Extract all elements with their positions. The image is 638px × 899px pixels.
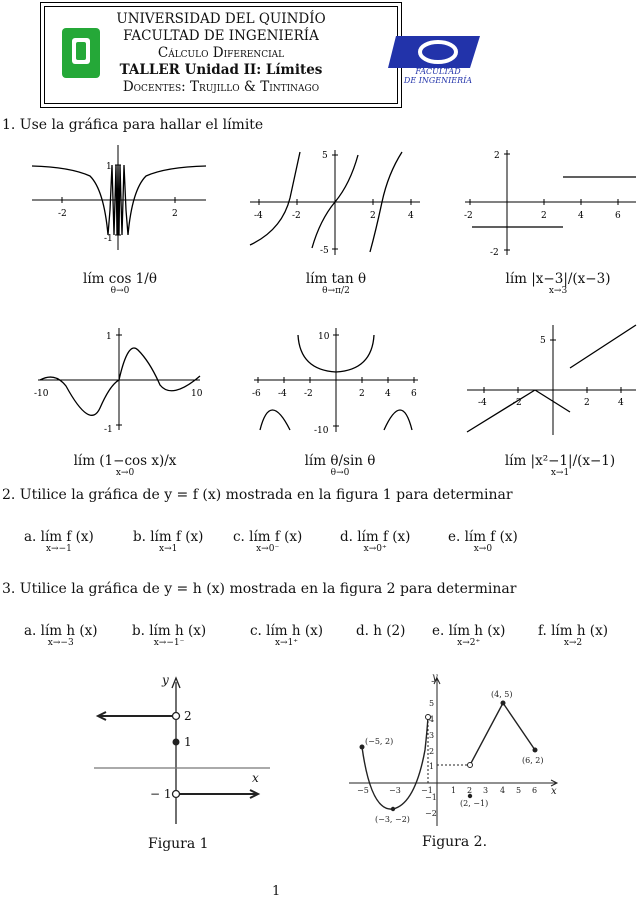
fig2-point-label: (−3, −2) — [375, 815, 410, 824]
g5-xtick: -4 — [278, 389, 287, 399]
fig1-label-1: 1 — [184, 735, 192, 749]
header-title: TALLER Unidad II: Límites — [119, 62, 323, 78]
fig2-xtick: 5 — [516, 786, 522, 795]
g2-xtick: -2 — [292, 211, 301, 221]
g5-xtick: -6 — [252, 389, 261, 399]
graph-theta-over-sin — [254, 328, 418, 432]
g4-ytick: 1 — [106, 332, 112, 342]
q3-item-f: f. lím h (x) x→2 — [538, 623, 608, 648]
g6-ytick: 5 — [540, 336, 546, 346]
fig2-ytick: 2 — [429, 747, 435, 756]
limit-expr-1: lím cos 1/θ θ→0 — [83, 271, 157, 296]
fig2-point-label: (−5, 2) — [365, 737, 394, 746]
fig2-point-label: (4, 5) — [491, 690, 513, 699]
q2-item-d: d. lím f (x) x→0⁺ — [340, 529, 411, 554]
graph-cos-recip — [32, 145, 206, 250]
fig2-xtick: 1 — [451, 786, 457, 795]
limit-expr-2: lím tan θ θ→π/2 — [305, 271, 367, 296]
g6-xtick: 2 — [584, 398, 590, 408]
figure-2 — [345, 672, 565, 832]
q3-item-d: d. h (2) — [356, 623, 406, 639]
g1-ytick: -1 — [104, 234, 113, 244]
faculty-logo-text-1: FACULTAD — [415, 67, 461, 76]
graph-abs-ratio — [465, 150, 636, 255]
graph-one-minus-cos — [38, 328, 200, 430]
g5-xtick: 4 — [385, 389, 391, 399]
fig2-ytick: 5 — [429, 699, 435, 708]
q3-item-e: e. lím h (x) x→2⁺ — [432, 623, 506, 648]
fig2-ytick: 1 — [429, 762, 435, 771]
g3-xtick: 2 — [541, 211, 547, 221]
faculty-logo — [388, 30, 488, 86]
g5-xtick: -2 — [304, 389, 313, 399]
graph-tan — [250, 150, 420, 255]
header-course: Cálculo Diferencial — [157, 45, 285, 61]
fig2-point-label: (6, 2) — [522, 756, 544, 765]
g6-xtick: 4 — [618, 398, 624, 408]
g5-xtick: 6 — [411, 389, 417, 399]
g6-xtick: -2 — [513, 398, 522, 408]
g5-ytick: -10 — [314, 426, 329, 436]
fig2-xtick: 4 — [500, 786, 506, 795]
fig1-x-label: x — [252, 771, 259, 785]
g5-ytick: 10 — [318, 332, 330, 342]
fig2-ytick: 4 — [429, 715, 435, 724]
fig2-xtick: 3 — [483, 786, 489, 795]
g5-xtick: 2 — [359, 389, 365, 399]
figure-1 — [90, 672, 280, 832]
g3-xtick: 6 — [615, 211, 621, 221]
graph-abs-quad-ratio — [467, 325, 636, 435]
g1-ytick: 1 — [106, 162, 112, 172]
g1-xtick: 2 — [172, 209, 178, 219]
fig2-xtick: 2 — [467, 786, 473, 795]
q2-item-b: b. lím f (x) x→1 — [133, 529, 204, 554]
fig2-ytick: 3 — [429, 731, 435, 740]
q2-item-c: c. lím f (x) x→0⁻ — [233, 529, 303, 554]
limit-expr-6: lím |x²−1|/(x−1) x→1 — [504, 453, 616, 478]
g3-ytick: 2 — [494, 151, 500, 161]
fig2-y-label: y — [432, 672, 438, 683]
q2-item-a: a. lím f (x) x→−1 — [24, 529, 94, 554]
limit-expr-4: lím (1−cos x)/x x→0 — [73, 453, 177, 478]
g4-xtick: 10 — [191, 389, 203, 399]
fig1-y-label: y — [162, 673, 169, 687]
figure-2-caption: Figura 2. — [422, 834, 488, 850]
question-2-text: 2. Utilice la gráfica de y = f (x) mostrada en la figura 1 para determinar — [2, 487, 513, 503]
q3-item-a: a. lím h (x) x→−3 — [24, 623, 98, 648]
figure-1-caption: Figura 1 — [148, 836, 209, 852]
g2-xtick: 4 — [408, 211, 414, 221]
limit-expr-5: lím θ/sin θ θ→0 — [304, 453, 376, 478]
question-3-text: 3. Utilice la gráfica de y = h (x) mostrada en la figura 2 para determinar — [2, 581, 517, 597]
fig1-label-minus-1: − 1 — [150, 787, 172, 801]
q3-item-c: c. lím h (x) x→1⁺ — [250, 623, 324, 648]
g2-ytick: 5 — [322, 151, 328, 161]
header-faculty: FACULTAD DE INGENIERÍA — [123, 28, 319, 44]
g3-ytick: -2 — [490, 248, 499, 258]
fig2-ytick: −2 — [425, 809, 437, 818]
g1-xtick: -2 — [58, 209, 67, 219]
g2-xtick: -4 — [254, 211, 263, 221]
limit-expr-3: lím |x−3|/(x−3) x→3 — [505, 271, 611, 296]
page-number: 1 — [272, 884, 281, 899]
fig2-ytick: −1 — [425, 793, 437, 802]
fig2-x-label: x — [551, 786, 557, 797]
fig2-point-label: (2, −1) — [460, 799, 489, 808]
fig2-xtick: −5 — [357, 786, 369, 795]
fig2-xtick: −3 — [389, 786, 401, 795]
q2-item-e: e. lím f (x) x→0 — [448, 529, 518, 554]
fig2-xtick: 6 — [532, 786, 538, 795]
header-teachers: Docentes: Trujillo & Tintinago — [122, 79, 320, 95]
g2-ytick: -5 — [320, 246, 329, 256]
question-1-text: 1. Use la gráfica para hallar el límite — [2, 117, 264, 133]
g6-xtick: -4 — [478, 398, 487, 408]
q1-graphs — [0, 140, 638, 460]
fig2-xtick: −1 — [421, 786, 433, 795]
g2-xtick: 2 — [370, 211, 376, 221]
faculty-logo-text-2: DE INGENIERÍA — [403, 76, 473, 85]
g3-xtick: -2 — [464, 211, 473, 221]
university-logo — [62, 28, 100, 78]
g3-xtick: 4 — [578, 211, 584, 221]
header-university: UNIVERSIDAD DEL QUINDÍO — [116, 11, 326, 27]
g4-xtick: -10 — [34, 389, 49, 399]
q3-item-b: b. lím h (x) x→−1⁻ — [132, 623, 207, 648]
fig1-label-2: 2 — [184, 709, 192, 723]
g4-ytick: -1 — [104, 425, 113, 435]
